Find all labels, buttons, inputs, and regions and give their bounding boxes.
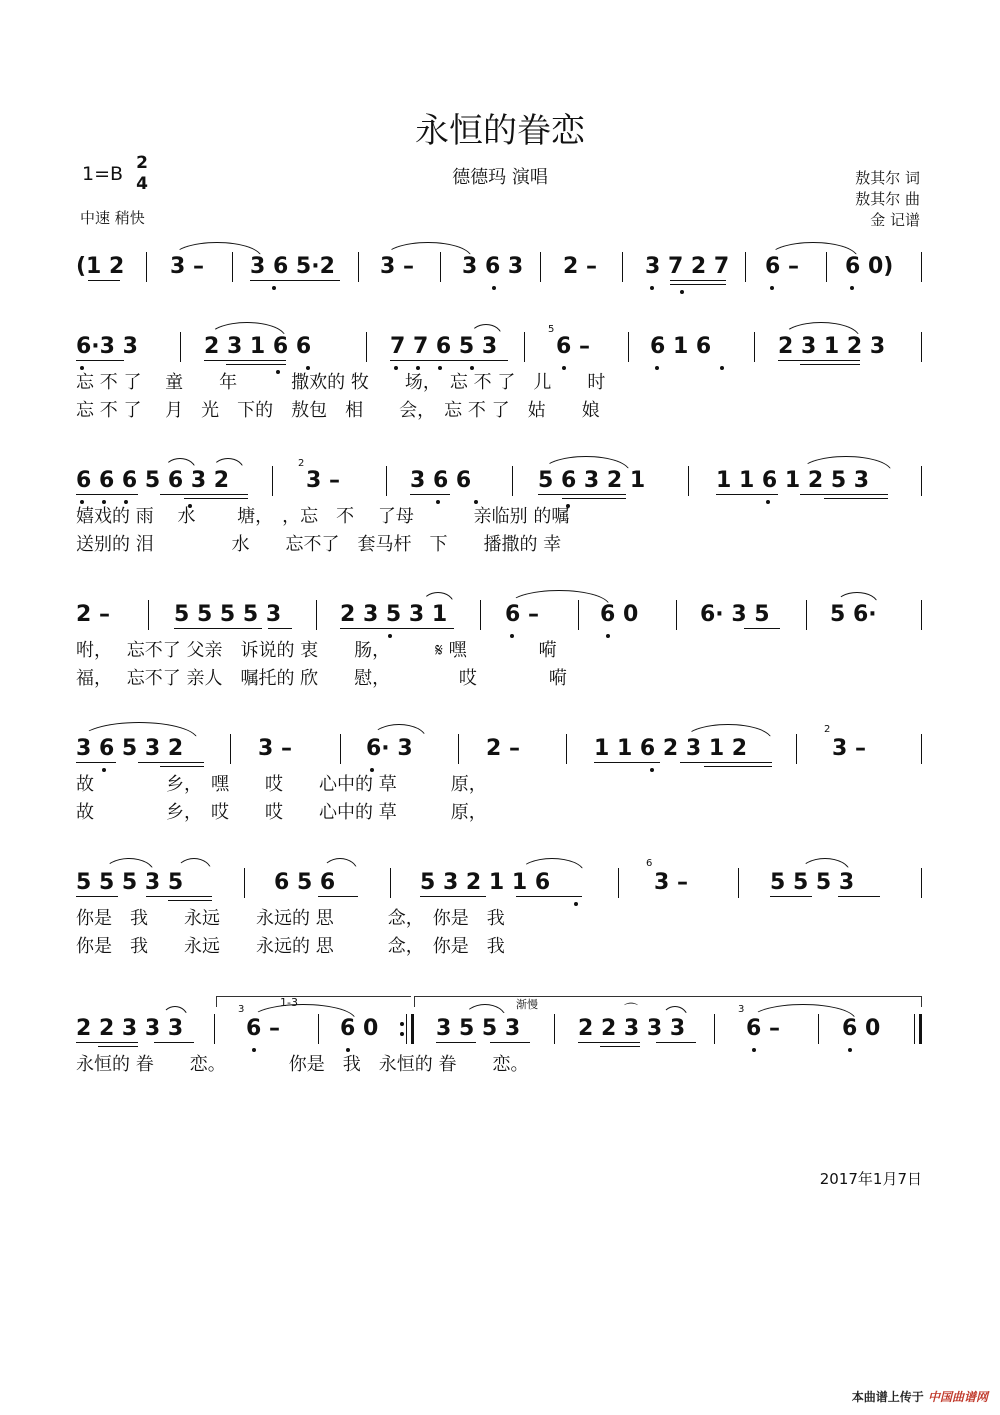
lyrics-verse-2: 故 乡， 哎 哎 心中的 草 原， (76, 802, 487, 823)
underline (578, 1042, 640, 1043)
note-group: 6 0) (845, 254, 894, 279)
score-line-2 (0, 324, 1000, 421)
note-group: 6 – (556, 334, 590, 359)
slur (372, 724, 426, 738)
tempo-marking: 中速 稍快 (80, 209, 145, 227)
barline (340, 734, 341, 764)
barline (754, 332, 755, 362)
underline (516, 896, 582, 897)
low-octave-dot (346, 1048, 350, 1052)
underline (410, 494, 450, 495)
low-octave-dot (848, 1048, 852, 1052)
low-octave-dot (562, 366, 566, 370)
note-group: 2 – (76, 602, 110, 627)
note-group: 3 5 5 3 (436, 1016, 521, 1041)
barline (512, 466, 513, 496)
low-octave-dot (650, 768, 654, 772)
note-group: 6 6 6 5 6 3 2 (76, 468, 230, 493)
barline (148, 600, 149, 630)
barline (745, 252, 746, 282)
underline (160, 494, 248, 495)
low-octave-dot (416, 366, 420, 370)
low-octave-dot (492, 286, 496, 290)
barline (688, 466, 689, 496)
barline (554, 1014, 555, 1044)
slur (212, 458, 244, 470)
underline (680, 762, 772, 763)
underline (800, 364, 860, 365)
underline (76, 896, 118, 897)
low-octave-dot (650, 286, 654, 290)
underline (268, 628, 292, 629)
barline (524, 332, 525, 362)
note-group: 6 – (746, 1016, 780, 1041)
underline (770, 896, 812, 897)
low-octave-dot (394, 366, 398, 370)
barline (390, 868, 391, 898)
barline (921, 868, 922, 898)
note-group: 5 5 5 3 5 (76, 870, 184, 895)
note-group: 3 6 5 3 2 (76, 736, 184, 761)
slur (164, 458, 196, 470)
low-octave-dot (850, 286, 854, 290)
underline (98, 1046, 138, 1047)
underline (146, 896, 212, 897)
slur (104, 858, 154, 872)
low-octave-dot (752, 1048, 756, 1052)
score-line-3 (0, 458, 1000, 555)
barline (480, 600, 481, 630)
slur (322, 858, 358, 872)
slur (80, 722, 198, 740)
note-group: 2 2 3 3 3 (76, 1016, 184, 1041)
score-line-4 (0, 598, 1000, 688)
note-group: 1 1 6 1 2 5 3 (716, 468, 870, 493)
low-octave-dot (102, 500, 106, 504)
barline (921, 252, 922, 282)
lyrics-verse-2: 送别的 泪 水 忘不了 套马杆 下 播撒的 幸 (76, 534, 562, 555)
slur (176, 858, 212, 872)
grace-note: 3 (238, 1004, 245, 1015)
low-octave-dot (766, 500, 770, 504)
note-group: 6 – (246, 1016, 280, 1041)
lyrics-verse-1: 永恒的 眷 恋。 你是 我 永恒的 眷 恋。 (76, 1054, 529, 1075)
note-group: 2 3 1 6 6 (204, 334, 312, 359)
underline (160, 766, 204, 767)
underline (436, 1042, 476, 1043)
barline (316, 600, 317, 630)
low-octave-dot (574, 902, 578, 906)
underline (204, 360, 286, 361)
low-octave-dot (720, 366, 724, 370)
barline (806, 600, 807, 630)
underline (600, 1046, 640, 1047)
underline (656, 1042, 696, 1043)
underline (778, 360, 860, 361)
note-group: 5 6· (830, 602, 877, 627)
low-octave-dot (252, 1048, 256, 1052)
note-group: 5 5 5 5 3 (174, 602, 282, 627)
barline (796, 734, 797, 764)
slur (422, 592, 454, 604)
note-group: 1 1 6 2 3 1 2 (594, 736, 748, 761)
note-group: 3 – (832, 736, 866, 761)
note-group: 7 7 6 5 3 (390, 334, 498, 359)
slur (384, 242, 472, 258)
barline (358, 252, 359, 282)
score-line-7 (0, 996, 1000, 1102)
note-group: 3 7 2 7 (645, 254, 730, 279)
lyrics-verse-1: 咐， 忘不了 父亲 诉说的 衷 肠， 𝄋 嘿 嗬 (76, 640, 557, 661)
final-barline-thick (919, 1014, 922, 1044)
note-group: 3 – (306, 468, 340, 493)
barline (386, 466, 387, 496)
slur (172, 242, 262, 258)
barline (676, 600, 677, 630)
lyrics-verse-1: 忘 不 了 童 年 撒欢的 牧 场， 忘 不 了 儿 时 (76, 372, 606, 393)
grace-note: 2 (298, 458, 305, 469)
grace-note: 6 (646, 858, 653, 869)
low-octave-dot (272, 286, 276, 290)
underline (418, 628, 454, 629)
underline (88, 280, 120, 281)
note-group: 6 – (765, 254, 799, 279)
barline (622, 252, 623, 282)
note-group: 3 6 6 (410, 468, 472, 493)
lyrics-verse-2: 你是 我 永远 永远的 思 念， 你是 我 (76, 936, 505, 957)
barline (214, 1014, 215, 1044)
underline (174, 628, 262, 629)
low-octave-dot (124, 500, 128, 504)
note-group: 6· 3 5 (700, 602, 770, 627)
date-stamp: 2017年1月7日 (819, 1170, 922, 1188)
note-group: 5 5 5 3 (770, 870, 855, 895)
low-octave-dot (470, 366, 474, 370)
lyrics-verse-2: 福， 忘不了 亲人 嘱托的 欣 慰， 哎 嗬 (76, 668, 567, 689)
note-group: 3 – (170, 254, 204, 279)
performer: 德德玛 演唱 (452, 167, 548, 188)
note-group: 6· 3 (366, 736, 413, 761)
low-octave-dot (80, 500, 84, 504)
low-octave-dot (306, 366, 310, 370)
upload-footer (852, 1388, 988, 1405)
underline (154, 1042, 194, 1043)
lyrics-verse-1: 嬉戏的 雨 水 塘， ，忘 不 了母 亲临别 的嘱 (76, 506, 570, 527)
ending-label: 1-3 (280, 996, 298, 1009)
low-octave-dot (370, 768, 374, 772)
grace-note: 2 (824, 724, 831, 735)
key-signature: 1=B (82, 163, 124, 185)
barline (566, 734, 567, 764)
time-top: 2 (136, 153, 148, 173)
time-signature (133, 153, 151, 194)
slur (662, 1006, 688, 1018)
barline (272, 466, 273, 496)
repeat-dot (400, 1022, 404, 1026)
low-octave-dot (438, 366, 442, 370)
underline (704, 766, 772, 767)
underline (716, 494, 778, 495)
low-octave-dot (474, 500, 478, 504)
barline (244, 868, 245, 898)
upload-label: 本曲谱上传于 (851, 1390, 924, 1404)
underline (562, 498, 626, 499)
note-group: 6 1 6 (650, 334, 712, 359)
low-octave-dot (80, 366, 84, 370)
underline (744, 628, 780, 629)
note-group: 6 0 (600, 602, 639, 627)
underline (340, 628, 428, 629)
underline (594, 762, 660, 763)
low-octave-dot (655, 366, 659, 370)
grace-note: 3 (738, 1004, 745, 1015)
final-barline (914, 1014, 915, 1044)
note-group: 5 6 3 2 1 (538, 468, 646, 493)
lyrics-verse-1: 故 乡， 嘿 哎 心中的 草 原， (76, 774, 487, 795)
barline (921, 466, 922, 496)
note-group: 6 – (505, 602, 539, 627)
low-octave-dot (606, 634, 610, 638)
lyrics-verse-1: 你是 我 永远 永远的 思 念， 你是 我 (76, 908, 505, 929)
score-line-6 (0, 858, 1000, 957)
underline (76, 1042, 138, 1043)
note-group: 2 3 1 2 3 (778, 334, 886, 359)
score-line-5 (0, 724, 1000, 823)
underline (76, 494, 138, 495)
underline (76, 360, 124, 361)
underline (538, 494, 626, 495)
ritardando-marking: 渐慢 (516, 998, 538, 1011)
slur (520, 858, 584, 872)
underline (420, 896, 486, 897)
barline (714, 1014, 715, 1044)
low-octave-dot (102, 768, 106, 772)
barline (458, 734, 459, 764)
note-group: 3 6 5·2 (250, 254, 335, 279)
slur (684, 724, 772, 740)
repeat-barline-thick (411, 1014, 414, 1044)
repeat-barline (406, 1014, 407, 1044)
underline (184, 498, 248, 499)
barline (146, 252, 147, 282)
slur (800, 858, 850, 872)
note-group: 3 – (258, 736, 292, 761)
song-title: 永恒的眷恋 (415, 111, 585, 151)
underline (490, 1042, 530, 1043)
lyrics-verse-2: 忘 不 了 月 光 下的 敖包 相 会， 忘 不 了 姑 娘 (76, 400, 600, 421)
note-group: 2 2 3 3 3 (578, 1016, 686, 1041)
barline (921, 600, 922, 630)
note-group: 6 0 (340, 1016, 379, 1041)
underline (670, 280, 726, 281)
barline (921, 332, 922, 362)
underline (76, 762, 116, 763)
underline (390, 360, 508, 361)
low-octave-dot (510, 634, 514, 638)
barline (540, 252, 541, 282)
barline (230, 734, 231, 764)
slur (836, 592, 878, 604)
low-octave-dot (770, 286, 774, 290)
slur (508, 590, 610, 606)
barline (180, 332, 181, 362)
barline (618, 868, 619, 898)
note-group: 6·3 3 (76, 334, 138, 359)
fermata-icon: ⌒ (624, 1003, 638, 1019)
slur (542, 456, 630, 472)
note-group: 2 – (486, 736, 520, 761)
site-logo[interactable]: 中国曲谱网 (927, 1390, 988, 1404)
underline (226, 364, 286, 365)
lyricist: 敖其尔 词 (855, 169, 920, 187)
low-octave-dot (680, 290, 684, 294)
repeat-dot (400, 1032, 404, 1036)
note-group: 2 – (563, 254, 597, 279)
note-group: 3 – (380, 254, 414, 279)
note-group: 2 3 5 3 1 (340, 602, 448, 627)
low-octave-dot (436, 500, 440, 504)
barline (921, 734, 922, 764)
barline (738, 868, 739, 898)
slur (800, 456, 892, 472)
underline (168, 900, 212, 901)
underline (838, 896, 880, 897)
barline (366, 332, 367, 362)
transcriber: 金 记谱 (870, 211, 920, 229)
underline (318, 896, 358, 897)
note-group: 6 5 6 (274, 870, 336, 895)
time-bottom: 4 (136, 174, 148, 194)
barline (628, 332, 629, 362)
slur (768, 242, 858, 258)
composer: 敖其尔 曲 (855, 190, 920, 208)
low-octave-dot (388, 634, 392, 638)
underline (138, 762, 204, 763)
underline (824, 498, 888, 499)
underline (250, 280, 340, 281)
underline (670, 284, 726, 285)
underline (800, 494, 888, 495)
note-group: (1 2 (76, 254, 125, 279)
note-group: 6 0 (842, 1016, 881, 1041)
grace-note: 5 (548, 324, 555, 335)
note-group: 3 6 3 (462, 254, 524, 279)
note-group: 3 – (654, 870, 688, 895)
note-group: 5 3 2 1 1 6 (420, 870, 551, 895)
slur (162, 1006, 188, 1018)
